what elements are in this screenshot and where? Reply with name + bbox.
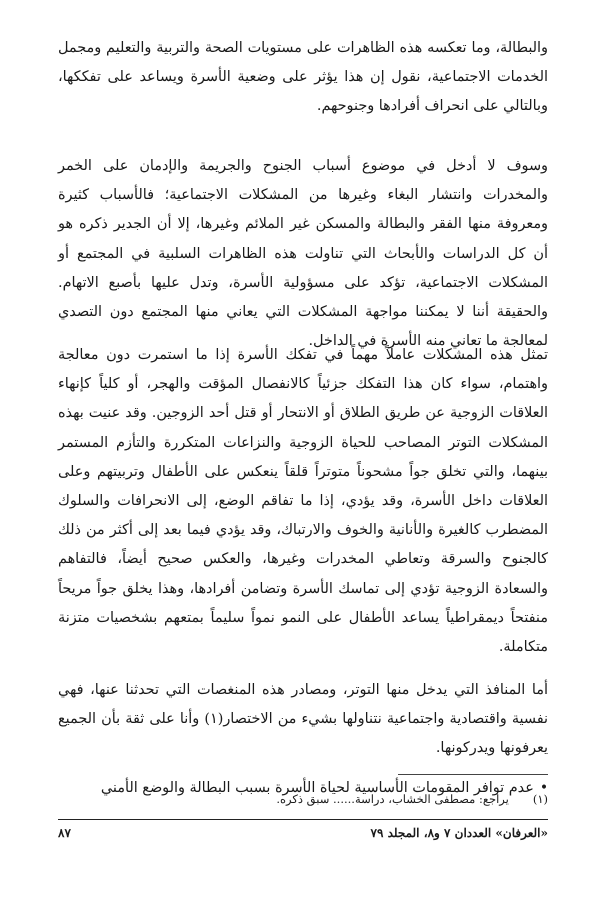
footnote-text: يراجع: مصطفى الخشاب، دراسة...... سبق ذكره. (276, 792, 509, 806)
paragraph-1: والبطالة، وما تعكسه هذه الظاهرات على مستويات الصحة والتربية والتعليم ومجمل الخدمات الاجتماعية، نقول إن هذا يؤثر على وضعية الأسرة ويساعد على تفككها، وبالتالي على انحراف أفرادها وجنوحهم. (58, 40, 548, 115)
paragraph-3: تمثل هذه المشكلات عاملاً مهماً في تفكك الأسرة إذا ما استمرت دون معالجة واهتمام، سواء كان هذا التفكك جزئياً كالانفصال المؤقت والهجر، أو كلياً كإنهاء العلاقات الزوجية عن طريق الطلاق أو الانتحار أو قتل أحد الزوجين. وقد عنيت بهذه المشكلات التوتر المصاحب للحياة الزوجية والنزاعات المتكررة والتأزم المستمر بينهما، والتي تخلق جواً مشحوناً متوتراً قلقاً ينعكس على الأطفال وتربيتهم وعلى العلاقات داخل الأسرة، وقد يؤدي، إذا ما تفاقم الوضع، إلى الانحرافات والسلوك المضطرب كالغيرة والأنانية والخوف والارتباك، وقد يؤدي فيما بعد إلى أكثر من ذلك كالجنوح والسرقة وتعاطي المخدرات وغيرها، والعكس صحيح أيضاً، فالتفاهم والسعادة الزوجية تؤدي إلى تماسك الأسرة وتضامن أفرادها، وهذا يخلق جواً مريحاً منفتحاً ديمقراطياً يساعد الأطفال على النمو نمواً سليماً بمتعهم بشخصيات متزنة متكاملة. (58, 347, 548, 656)
paragraph-4: أما المنافذ التي يدخل منها التوتر، ومصادر هذه المنغصات التي تحدثنا عنها، فهي نفسية واقتصادية واجتماعية نتناولها بشيء من الاختصار(١) وأنا على ثقة بأن الجميع يعرفونها ويدركونها. (58, 682, 549, 757)
bullet-text: عدم توافر المقومات الأساسية لحياة الأسرة بسبب البطالة والوضع الأمني (100, 780, 534, 796)
footnote-divider (398, 774, 548, 775)
footnote-number: (١) (532, 792, 548, 806)
bullet-icon: • (539, 780, 548, 796)
journal-citation: «العرفان» العددان ٧ و٨، المجلد ٧٩ (370, 826, 548, 840)
paragraph-2: وسوف لا أدخل في موضوع أسباب الجنوح والجريمة والإدمان على الخمر والمخدرات وانتشار البغاء وغيرها من المشكلات الاجتماعية؛ فالأسباب كثيرة ومعروفة منها الفقر والبطالة والمسكن غير الملائم وغيرها، إلا أن الجدير ذكره هو أن كل الدراسات والأبحاث التي تناولت هذه الظاهرات السلبية في المجتمع أو المشكلات الاجتماعية، تؤكد على مسؤولية الأسرة، وتدل عليها بأصبع الاتهام. والحقيقة أننا لا يمكننا مواجهة المشكلات التي يعاني منها المجتمع دون التصدي لمعالجة ما تعاني منه الأسرة في الداخل. (58, 158, 548, 350)
page-footer (58, 826, 548, 840)
footnote (276, 792, 548, 806)
footer-divider (58, 819, 548, 820)
page-number: ٨٧ (58, 826, 71, 840)
